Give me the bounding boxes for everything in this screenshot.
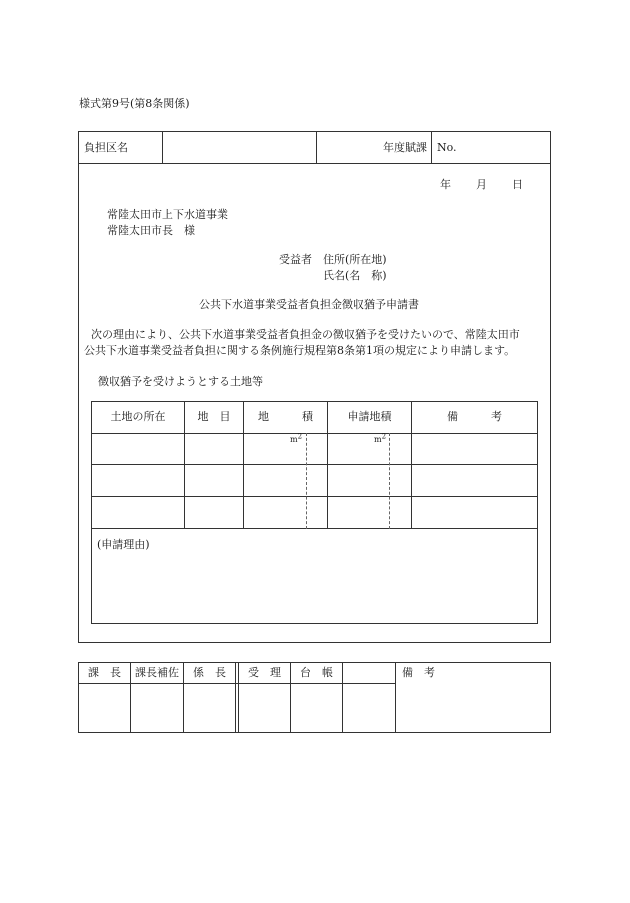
- land-header-location: 土地の所在: [110, 410, 166, 423]
- date-day: 日: [512, 178, 523, 191]
- land-location-cell[interactable]: [92, 465, 184, 496]
- addressee-line2: 常陸太田市長 様: [107, 224, 195, 237]
- land-header-category: 地 目: [197, 410, 231, 423]
- reason-label: (申請理由): [97, 538, 150, 551]
- district-label: 負担区名: [84, 141, 128, 154]
- addressee-line1: 常陸太田市上下水道事業: [107, 208, 228, 221]
- reason-field[interactable]: [92, 556, 537, 622]
- area-unit: m2: [290, 432, 303, 444]
- body-line-1: 次の理由により、公共下水道事業受益者負担金の徴収猶予を受けたいので、常陸太田市: [91, 328, 520, 341]
- number-label: No.: [437, 141, 457, 154]
- form-id: 様式第9号(第8条関係): [79, 97, 190, 110]
- stamp-subsection-chief: 係 長: [193, 666, 226, 679]
- date-year: 年: [440, 178, 451, 191]
- stamp-section-chief: 課 長: [88, 666, 121, 679]
- stamp-ledger: 台 帳: [300, 666, 333, 679]
- assessment-year-label: 年度賦課: [383, 141, 427, 154]
- land-header-remarks: 備 考: [447, 410, 502, 423]
- land-header-applied-area: 申請地積: [347, 410, 392, 423]
- stamp-assistant-chief: 課長補佐: [135, 666, 179, 679]
- applicant-name-label: 氏名(名 称): [323, 269, 387, 282]
- stamp-received: 受 理: [248, 666, 281, 679]
- district-field[interactable]: [168, 141, 312, 155]
- land-section-heading: 徴収猶予を受けようとする土地等: [98, 375, 263, 388]
- body-line-2: 公共下水道事業受益者負担に関する条例施行規程第8条第1項の規定により申請します。: [84, 344, 516, 357]
- land-header-area: 地 積: [258, 410, 313, 423]
- applicant-address-label: 住所(所在地): [323, 253, 387, 266]
- land-location-cell[interactable]: [92, 497, 184, 528]
- document-title: 公共下水道事業受益者負担金徴収猶予申請書: [199, 298, 419, 311]
- applicant-label: 受益者: [279, 253, 312, 266]
- land-location-cell[interactable]: [92, 434, 184, 464]
- applied-area-unit: m2: [374, 432, 387, 444]
- office-remarks-label: 備 考: [402, 666, 435, 679]
- date-month: 月: [476, 178, 487, 191]
